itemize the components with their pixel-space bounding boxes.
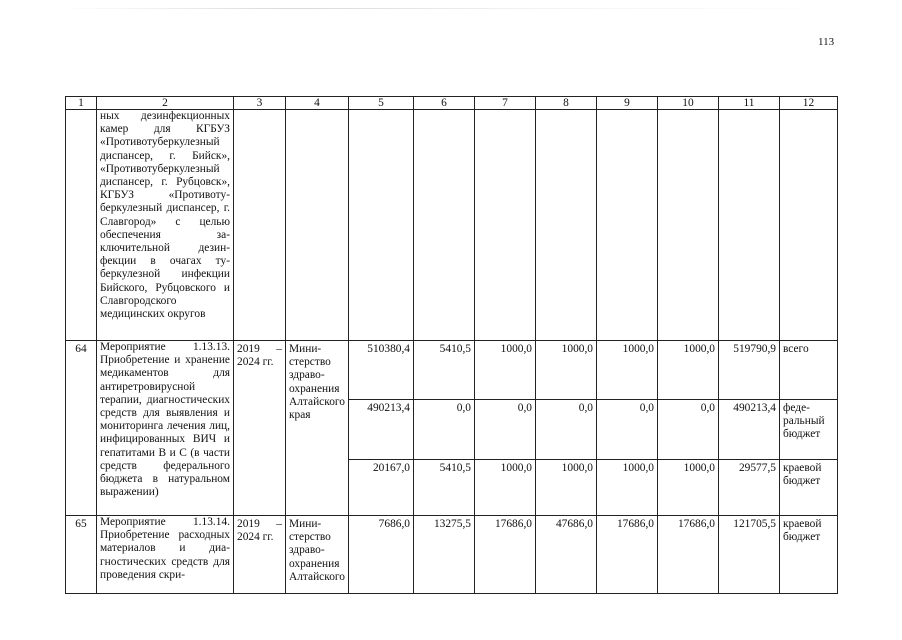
row-executor: Министерство здравоохранения Алтайского края <box>286 341 349 516</box>
value-cell: 0,0 <box>475 400 536 460</box>
value-cell: 1000,0 <box>475 341 536 400</box>
column-number-row <box>66 97 838 110</box>
row-description: Мероприятие 1.13.14. Приобретение расходных материалов и диагностических средств для проведения скри- <box>97 516 234 594</box>
row-executor: Министерство здравоохранения Алтайского <box>286 516 349 594</box>
funding-source: федеральный бюджет <box>780 400 838 460</box>
cell-empty <box>597 110 658 341</box>
value-cell: 490213,4 <box>719 400 780 460</box>
row-period: 2019 – 2024 гг. <box>234 516 286 594</box>
funding-source: краевой бюджет <box>780 460 838 516</box>
value-cell: 5410,5 <box>414 460 475 516</box>
col-header-10: 10 <box>658 97 719 110</box>
value-cell: 510380,4 <box>349 341 414 400</box>
cell-empty <box>286 110 349 341</box>
scan-artifact <box>60 8 840 9</box>
value-cell: 20167,0 <box>349 460 414 516</box>
row-number: 65 <box>66 516 97 594</box>
value-cell: 0,0 <box>536 400 597 460</box>
row-number: 64 <box>66 341 97 516</box>
value-cell: 0,0 <box>597 400 658 460</box>
value-cell: 1000,0 <box>658 460 719 516</box>
value-cell: 1000,0 <box>536 341 597 400</box>
value-cell: 29577,5 <box>719 460 780 516</box>
cell-empty <box>719 110 780 341</box>
col-header-4: 4 <box>286 97 349 110</box>
value-cell: 1000,0 <box>597 341 658 400</box>
value-cell: 0,0 <box>658 400 719 460</box>
col-header-11: 11 <box>719 97 780 110</box>
cell-empty <box>349 110 414 341</box>
cell-empty <box>234 110 286 341</box>
cell-empty <box>536 110 597 341</box>
cell-empty <box>780 110 838 341</box>
cell-empty <box>66 110 97 341</box>
value-cell: 1000,0 <box>658 341 719 400</box>
value-cell: 17686,0 <box>597 516 658 594</box>
value-cell: 1000,0 <box>597 460 658 516</box>
cell-empty <box>475 110 536 341</box>
page-number: 113 <box>818 36 835 48</box>
value-cell: 7686,0 <box>349 516 414 594</box>
table-row <box>66 341 838 400</box>
row-period: 2019 – 2024 гг. <box>234 341 286 516</box>
col-header-6: 6 <box>414 97 475 110</box>
col-header-7: 7 <box>475 97 536 110</box>
col-header-9: 9 <box>597 97 658 110</box>
funding-source: всего <box>780 341 838 400</box>
col-header-8: 8 <box>536 97 597 110</box>
col-header-1: 1 <box>66 97 97 110</box>
col-header-12: 12 <box>780 97 838 110</box>
program-table <box>65 96 838 594</box>
cell-empty <box>414 110 475 341</box>
value-cell: 17686,0 <box>475 516 536 594</box>
value-cell: 490213,4 <box>349 400 414 460</box>
cell-empty <box>658 110 719 341</box>
col-header-5: 5 <box>349 97 414 110</box>
value-cell: 17686,0 <box>658 516 719 594</box>
value-cell: 0,0 <box>414 400 475 460</box>
col-header-3: 3 <box>234 97 286 110</box>
funding-source: краевой бюджет <box>780 516 838 594</box>
value-cell: 121705,5 <box>719 516 780 594</box>
col-header-2: 2 <box>97 97 234 110</box>
value-cell: 519790,9 <box>719 341 780 400</box>
value-cell: 5410,5 <box>414 341 475 400</box>
value-cell: 1000,0 <box>475 460 536 516</box>
row-description: Мероприятие 1.13.13. Приобретение и хранение медикаментов для антиретровирусной терапии, диагностических средств для выявления и мониторинга лечения лиц, инфицированных ВИЧ и гепатитами В и С (в части средств федерального бюджета в натуральном выражении) <box>97 341 234 516</box>
value-cell: 1000,0 <box>536 460 597 516</box>
continuation-row <box>66 110 838 341</box>
value-cell: 47686,0 <box>536 516 597 594</box>
table-row <box>66 516 838 594</box>
value-cell: 13275,5 <box>414 516 475 594</box>
continuation-description: ных дезинфекционных камер для КГБУЗ «Противотуберкулезный диспансер, г. Бийск», «Противотуберкулезный диспансер, г. Рубцовск», КГБУЗ «Противотуберкулезный диспансер, г. Славгород» с целью обеспечения заключительной дезинфекции в очагах туберкулезной инфекции Бийского, Рубцовского и Славгородского медицинских округов <box>97 110 234 341</box>
